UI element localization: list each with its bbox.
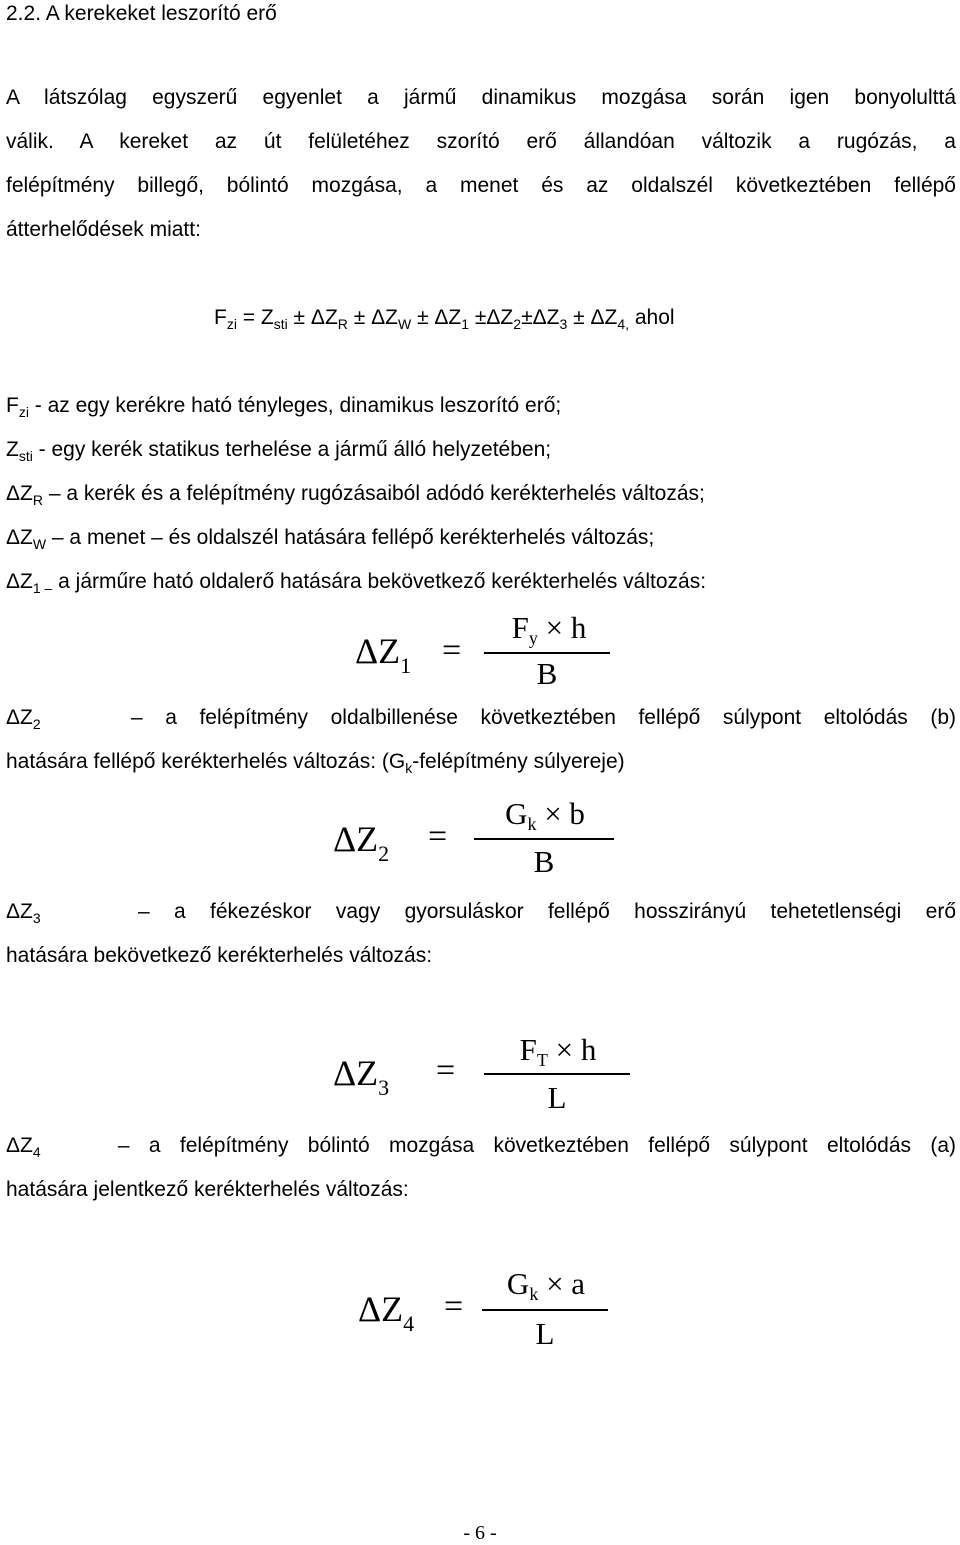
fraction-bar xyxy=(484,1073,630,1075)
def-text-sub: k xyxy=(405,760,413,776)
dz3-line-1 xyxy=(6,900,956,924)
def-symbol: F xyxy=(6,394,19,417)
def-symbol-sub: 4 xyxy=(32,1144,41,1160)
eq-dz1-sub: 1 xyxy=(461,316,470,332)
dz3-line-2: hatására bekövetkező kerékterhelés változás: xyxy=(6,944,433,967)
formula-equals: = xyxy=(436,1052,456,1089)
eq-dzr: ± ΔZ xyxy=(287,306,338,329)
def-text: – a felépítmény oldalbillenése következtében fellépő súlypont eltolódás (b) xyxy=(130,706,956,729)
formula-num-rest: × a xyxy=(546,1266,586,1301)
formula-num-sub: y xyxy=(528,628,538,648)
formula-lhs xyxy=(358,1288,415,1336)
formula-equals: = xyxy=(428,818,448,855)
def-symbol-sub: sti xyxy=(18,448,33,464)
def-text: - az egy kerékre ható tényleges, dinamikus leszorító erő; xyxy=(28,394,562,417)
def-text: – a menet – és oldalszél hatására fellépő kerékterhelés változás; xyxy=(46,526,655,549)
def-symbol: ΔZ xyxy=(6,706,33,729)
intro-line-2: válik. A kereket az út felületéhez szorító erő állandóan változik a rugózás, a xyxy=(6,130,956,153)
fraction-bar xyxy=(474,838,614,840)
def-symbol-sub: 2 xyxy=(32,716,41,732)
def-symbol-sub: 3 xyxy=(32,910,41,926)
formula-lhs-sub: 4 xyxy=(403,1311,415,1336)
def-text: – a fékezéskor vagy gyorsuláskor fellépő hosszirányú tehetetlenségi erő xyxy=(137,900,956,923)
fraction-bar xyxy=(482,1309,608,1311)
formula-num-var: G xyxy=(506,1266,530,1301)
eq-dz3: ±ΔZ xyxy=(521,306,560,329)
formula-lhs-symbol: ΔZ xyxy=(333,819,379,859)
formula-denominator: B xyxy=(533,844,555,879)
eq-dz1: ± ΔZ xyxy=(411,306,462,329)
formula-numerator xyxy=(476,796,614,832)
dz4-line-2: hatására jelentkező kerékterhelés változás: xyxy=(6,1178,409,1201)
eq-dz3-sub: 3 xyxy=(559,316,568,332)
page-number: - 6 - xyxy=(463,1522,497,1544)
definition-dz1 xyxy=(6,570,706,594)
formula-lhs xyxy=(355,630,412,678)
intro-line-1: A látszólag egyszerű egyenlet a jármű dinamikus mozgása során igen bonyolulttá xyxy=(6,86,956,109)
intro-line-3: felépítmény billegő, bólintó mozgása, a menet és az oldalszél következtében fellépő xyxy=(6,174,956,197)
formula-numerator xyxy=(488,610,610,646)
dz4-line-1 xyxy=(6,1134,956,1158)
formula-denominator: B xyxy=(536,656,558,691)
formula-denominator: L xyxy=(547,1080,567,1115)
def-symbol: ΔZ xyxy=(6,570,33,593)
def-text: – a felépítmény bólintó mozgása következtében fellépő súlypont eltolódás (a) xyxy=(117,1134,956,1157)
eq-equals: = xyxy=(236,306,261,329)
formula-numerator xyxy=(484,1266,608,1302)
formula-lhs-symbol: ΔZ xyxy=(358,1289,404,1329)
formula-num-sub: T xyxy=(536,1050,548,1070)
eq-ahol: ahol xyxy=(629,306,675,329)
fraction-bar xyxy=(484,652,610,654)
def-text: -felépítmény súlyereje) xyxy=(412,750,625,773)
def-text: hatására fellépő kerékterhelés változás: (G xyxy=(6,750,406,773)
formula-equals: = xyxy=(444,1288,464,1325)
formula-lhs xyxy=(333,1052,390,1100)
formula-lhs-sub: 1 xyxy=(400,653,412,678)
formula-lhs xyxy=(333,818,390,866)
main-equation xyxy=(214,306,675,330)
eq-dzw-sub: W xyxy=(397,316,412,332)
eq-dz4: ± ΔZ xyxy=(567,306,618,329)
eq-dz2-sub: 2 xyxy=(513,316,522,332)
eq-dz4-sub: 4, xyxy=(617,316,629,332)
definition-zsti xyxy=(6,438,551,462)
formula-equals: = xyxy=(442,632,462,669)
formula-num-rest: × h xyxy=(545,610,587,645)
formula-lhs-sub: 2 xyxy=(378,841,390,866)
formula-lhs-sub: 3 xyxy=(378,1075,390,1100)
eq-zsti: Z xyxy=(260,306,274,329)
formula-denominator: L xyxy=(535,1316,555,1351)
eq-zsti-sub: sti xyxy=(273,316,288,332)
dz2-line-2 xyxy=(6,750,625,774)
formula-num-sub: k xyxy=(527,814,537,834)
formula-num-var: F xyxy=(519,1032,537,1067)
def-symbol: ΔZ xyxy=(6,900,33,923)
formula-num-sub: k xyxy=(529,1284,539,1304)
def-symbol-sub: W xyxy=(32,536,47,552)
formula-num-rest: × h xyxy=(555,1032,597,1067)
eq-fzi-sub: zi xyxy=(226,316,237,332)
intro-line-4: átterhelődések miatt: xyxy=(6,218,201,241)
def-symbol-sub: zi xyxy=(18,404,29,420)
def-symbol-sub: R xyxy=(32,492,43,508)
def-symbol: ΔZ xyxy=(6,1134,33,1157)
formula-num-var: G xyxy=(505,796,528,831)
eq-dzw: ± ΔZ xyxy=(347,306,398,329)
def-symbol: ΔZ xyxy=(6,526,33,549)
section-heading: 2.2. A kerekeket leszorító erő xyxy=(6,2,277,25)
formula-num-rest: × b xyxy=(544,796,585,831)
eq-dzr-sub: R xyxy=(337,316,348,332)
definition-dzr xyxy=(6,482,705,506)
def-symbol: ΔZ xyxy=(6,482,33,505)
formula-lhs-symbol: ΔZ xyxy=(333,1053,379,1093)
def-text: a járműre ható oldalerő hatására bekövetkező kerékterhelés változás: xyxy=(52,570,707,593)
definition-fzi xyxy=(6,394,561,418)
def-text: - egy kerék statikus terhelése a jármű álló helyzetében; xyxy=(32,438,552,461)
dz2-line-1 xyxy=(6,706,956,730)
definition-dzw xyxy=(6,526,654,550)
def-symbol-sub: 1 – xyxy=(32,580,53,596)
def-text: – a kerék és a felépítmény rugózásaiból adódó kerékterhelés változás; xyxy=(42,482,705,505)
eq-fzi: F xyxy=(214,306,227,329)
def-symbol: Z xyxy=(6,438,19,461)
formula-num-var: F xyxy=(511,610,529,645)
formula-lhs-symbol: ΔZ xyxy=(355,631,401,671)
formula-numerator xyxy=(486,1032,630,1068)
eq-dz2: ±ΔZ xyxy=(469,306,514,329)
